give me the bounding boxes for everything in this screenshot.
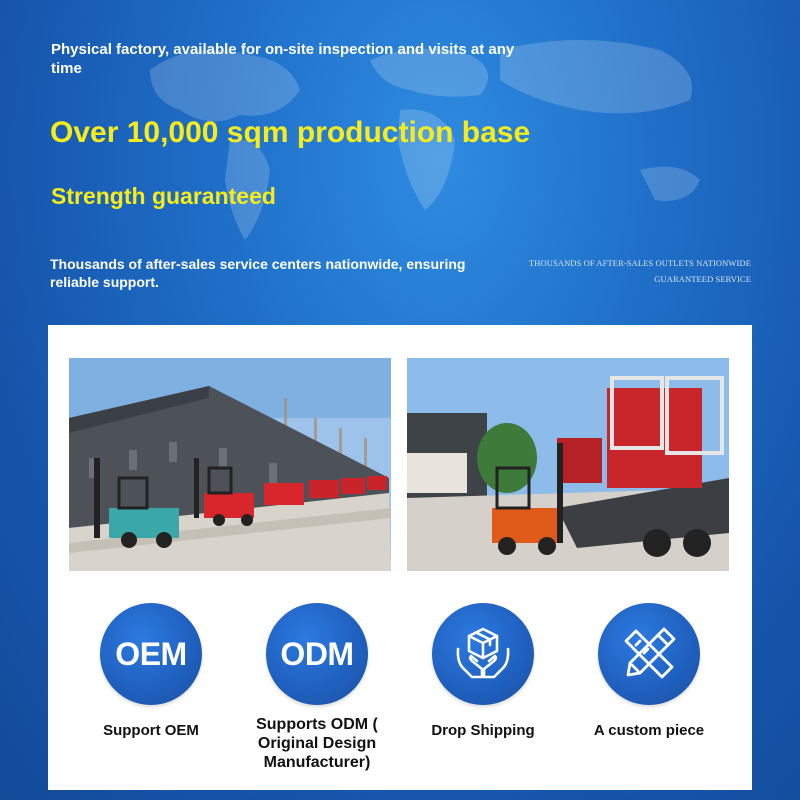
content-card — [48, 325, 752, 790]
intro-text: Physical factory, available for on-site inspection and visits at any time — [51, 41, 515, 77]
feature-label: Drop Shipping — [431, 722, 535, 739]
odm-badge — [266, 603, 368, 705]
tagline-line-2: GUARANTEED SERVICE — [654, 274, 751, 284]
odm-badge-text: ODM — [280, 635, 354, 672]
feature-custom-piece — [574, 603, 724, 740]
service-text: Thousands of after-sales service centers nationwide, ensuring reliable support. — [50, 256, 466, 290]
drop-shipping-badge — [432, 603, 534, 705]
tagline — [491, 255, 751, 287]
headline: Over 10,000 sqm production base — [50, 116, 531, 149]
feature-label: Support OEM — [103, 722, 199, 739]
feature-drop-shipping — [408, 603, 558, 740]
loading-photo — [407, 358, 729, 571]
tagline-line-1: THOUSANDS OF AFTER-SALES OUTLETS NATIONWIDE — [529, 258, 751, 268]
oem-badge-text: OEM — [115, 635, 187, 672]
oem-badge — [100, 603, 202, 705]
subheadline: Strength guaranteed — [51, 183, 276, 209]
feature-oem — [76, 603, 226, 740]
feature-label: A custom piece — [593, 722, 705, 739]
hands-box-icon — [452, 623, 514, 685]
feature-odm — [242, 603, 392, 772]
pencil-ruler-icon — [618, 623, 680, 685]
factory-photo — [69, 358, 391, 571]
custom-piece-badge — [598, 603, 700, 705]
feature-label: Supports ODM ( Original Design Manufacturer) — [256, 716, 378, 771]
